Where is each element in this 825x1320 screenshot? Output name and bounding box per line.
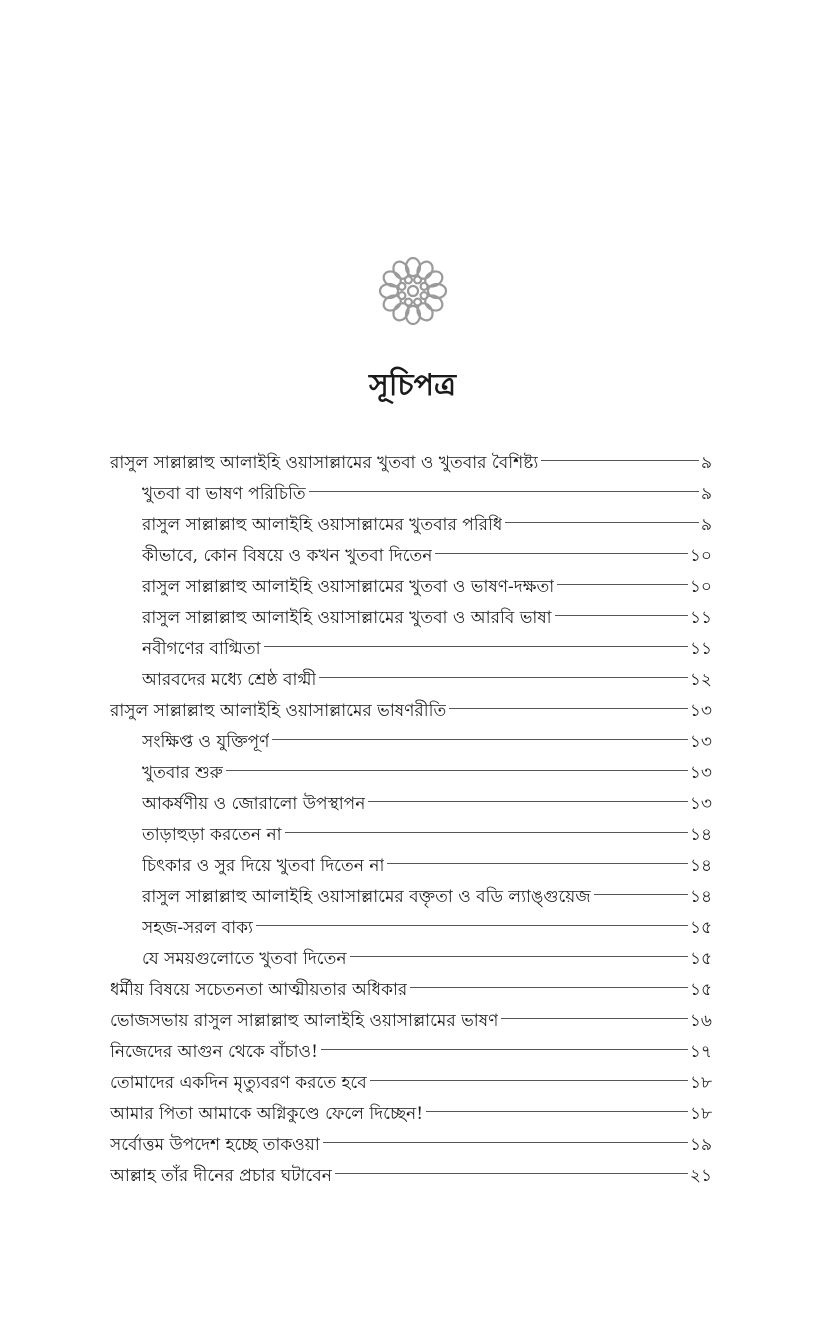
toc-entry-title: আমার পিতা আমাকে অগ্নিকুণ্ডে ফেলে দিচ্ছেন! [110,1104,424,1124]
toc-entry[interactable] [110,634,712,665]
toc-entry-page-number: ১৯ [689,1135,712,1155]
toc-entry-page-number: ১৬ [689,1011,712,1031]
toc-entry-page-number: ১২ [689,670,712,690]
toc-entry-title: আরবদের মধ্যে শ্রেষ্ঠ বাগ্মী [142,670,317,690]
toc-entry-title: রাসুল সাল্লাল্লাহু আলাইহি ওয়াসাল্লামের ভাষণরীতি [110,701,447,721]
toc-entry-page-number: ১৪ [689,825,712,845]
toc-entry-page-number: ১০ [689,577,712,597]
toc-entry[interactable] [110,820,712,851]
toc-entry-page-number: ২১ [689,1166,712,1186]
toc-leader-line [323,1142,688,1143]
toc-entry-page-number: ১১ [689,608,712,628]
toc-entry-page-number: ১৭ [689,1042,712,1062]
toc-entry-title: সহজ-সরল বাক্য [142,918,253,938]
toc-leader-line [335,1173,688,1174]
toc-entry[interactable] [110,1099,712,1130]
toc-entry-title: রাসুল সাল্লাল্লাহু আলাইহি ওয়াসাল্লামের খুতবা ও খুতবার বৈশিষ্ট্য [110,453,539,473]
page-title: সূচিপত্র [369,368,456,403]
toc-entry-title: রাসুল সাল্লাল্লাহু আলাইহি ওয়াসাল্লামের খুতবা ও ভাষণ-দক্ষতা [142,577,555,597]
toc-leader-line [256,925,688,926]
toc-entry-title: ধর্মীয় বিষয়ে সচেতনতা আত্মীয়তার অধিকার [110,980,408,1000]
toc-entry-page-number: ১৩ [689,701,712,721]
toc-entry-title: তাড়াহুড়া করতেন না [142,825,282,845]
toc-entry[interactable] [110,665,712,696]
toc-entry[interactable] [110,448,712,479]
toc-entry-page-number: ১১ [689,639,712,659]
toc-entry-title: নিজেদের আগুন থেকে বাঁচাও! [110,1042,318,1062]
toc-entry-title: তোমাদের একদিন মৃত্যুবরণ করতে হবে [110,1073,367,1093]
floral-rosette-icon [378,256,448,326]
toc-entry-title: সর্বোত্তম উপদেশ হচ্ছে তাকওয়া [110,1135,320,1155]
toc-leader-line [505,522,699,523]
toc-entry-title: খুতবার শুরু [142,763,223,783]
table-of-contents [110,448,712,1192]
toc-entry[interactable] [110,789,712,820]
toc-entry-title: রাসুল সাল্লাল্লাহু আলাইহি ওয়াসাল্লামের খুতবা ও আরবি ভাষা [142,608,552,628]
toc-entry-page-number: ৯ [700,453,712,473]
toc-leader-line [555,615,688,616]
toc-leader-line [264,646,688,647]
toc-entry-page-number: ১৫ [689,980,712,1000]
toc-entry-page-number: ৯ [700,515,712,535]
toc-leader-line [541,460,699,461]
toc-entry[interactable] [110,572,712,603]
toc-entry-title: আকর্ষণীয় ও জোরালো উপস্থাপন [142,794,366,814]
toc-entry[interactable] [110,1130,712,1161]
toc-entry-page-number: ১৫ [689,918,712,938]
toc-entry-title: খুতবা বা ভাষণ পরিচিতি [142,484,306,504]
toc-leader-line [435,553,687,554]
toc-entry-title: রাসুল সাল্লাল্লাহু আলাইহি ওয়াসাল্লামের বক্তৃতা ও বডি ল্যাঙ্গুয়েজ [142,887,591,907]
toc-entry-page-number: ১৩ [689,794,712,814]
toc-leader-line [368,801,688,802]
toc-entry-page-number: ১০ [689,546,712,566]
toc-leader-line [410,987,688,988]
toc-entry[interactable] [110,603,712,634]
toc-entry[interactable] [110,944,712,975]
toc-entry-page-number: ১৪ [689,887,712,907]
toc-entry-title: চিৎকার ও সুর দিয়ে খুতবা দিতেন না [142,856,385,876]
toc-leader-line [557,584,688,585]
toc-entry-page-number: ১৩ [689,763,712,783]
toc-entry-title: যে সময়গুলোতে খুতবা দিতেন [142,949,347,969]
toc-entry-title: ভোজসভায় রাসুল সাল্লাল্লাহু আলাইহি ওয়াসাল্লামের ভাষণ [110,1011,499,1031]
toc-entry[interactable] [110,851,712,882]
toc-entry-title: আল্লাহ তাঁর দীনের প্রচার ঘটাবেন [110,1166,332,1186]
toc-leader-line [321,1049,688,1050]
toc-leader-line [594,894,688,895]
toc-leader-line [309,491,699,492]
toc-entry[interactable] [110,882,712,913]
toc-leader-line [449,708,688,709]
toc-entry-page-number: ৯ [700,484,712,504]
toc-entry-page-number: ১৮ [689,1073,712,1093]
toc-leader-line [426,1111,688,1112]
toc-entry[interactable] [110,1068,712,1099]
toc-entry[interactable] [110,1037,712,1068]
toc-entry[interactable] [110,913,712,944]
toc-entry[interactable] [110,696,712,727]
toc-entry-title: নবীগণের বাগ্মিতা [142,639,261,659]
toc-leader-line [387,863,688,864]
toc-leader-line [501,1018,688,1019]
toc-entry-title: সংক্ষিপ্ত ও যুক্তিপূর্ণ [142,732,270,752]
toc-entry[interactable] [110,479,712,510]
toc-entry-page-number: ১৩ [689,732,712,752]
toc-entry[interactable] [110,1006,712,1037]
toc-leader-line [285,832,688,833]
toc-leader-line [226,770,688,771]
toc-entry[interactable] [110,541,712,572]
toc-entry[interactable] [110,510,712,541]
toc-entry[interactable] [110,727,712,758]
toc-entry-page-number: ১৪ [689,856,712,876]
toc-entry-page-number: ১৮ [689,1104,712,1124]
toc-leader-line [350,956,688,957]
toc-entry-title: রাসুল সাল্লাল্লাহু আলাইহি ওয়াসাল্লামের খুতবার পরিধি [142,515,503,535]
toc-entry[interactable] [110,758,712,789]
toc-entry-title: কীভাবে, কোন বিষয়ে ও কখন খুতবা দিতেন [142,546,433,566]
toc-entry[interactable] [110,975,712,1006]
toc-leader-line [370,1080,688,1081]
toc-entry[interactable] [110,1161,712,1192]
toc-leader-line [319,677,687,678]
toc-leader-line [272,739,687,740]
toc-entry-page-number: ১৫ [689,949,712,969]
